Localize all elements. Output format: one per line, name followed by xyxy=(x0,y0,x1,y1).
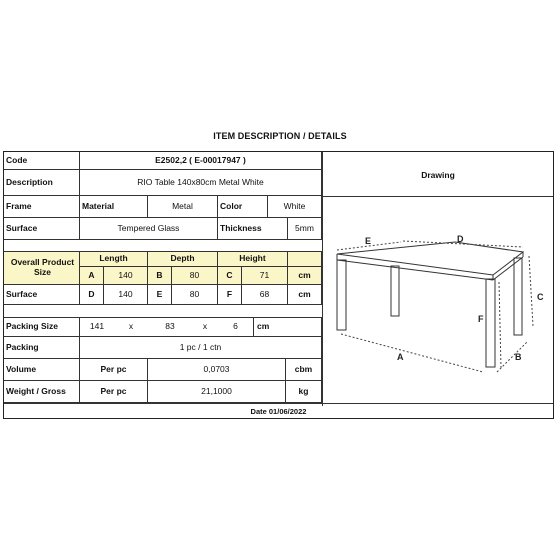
times-1: x xyxy=(128,321,134,332)
value-pack-width: 83 xyxy=(165,321,175,332)
header-length: Length xyxy=(80,252,148,266)
times-2: x xyxy=(202,321,208,332)
row-surface-size xyxy=(4,285,322,305)
row-overall-values xyxy=(80,267,322,285)
unit-surface: cm xyxy=(288,285,322,304)
label-e-drawing: E xyxy=(365,236,372,246)
per-weight: Per pc xyxy=(80,381,148,402)
label-b-drawing: B xyxy=(515,352,522,362)
unit-packing: cm xyxy=(254,318,322,336)
row-frame xyxy=(4,196,322,218)
row-volume xyxy=(4,359,322,381)
row-weight xyxy=(4,381,322,403)
value-color: White xyxy=(268,196,322,217)
letter-b: B xyxy=(148,267,172,284)
label-packing-size: Packing Size xyxy=(4,318,80,336)
value-pack-height: 6 xyxy=(218,318,254,336)
table-drawing xyxy=(323,200,551,400)
label-a-drawing: A xyxy=(397,352,404,362)
letter-e: E xyxy=(148,285,172,304)
label-color: Color xyxy=(218,196,268,217)
value-a: 140 xyxy=(104,267,148,284)
value-f: 68 xyxy=(242,285,288,304)
row-surface-material xyxy=(4,218,322,240)
value-e: 80 xyxy=(172,285,218,304)
value-description: RIO Table 140x80cm Metal White xyxy=(80,170,322,195)
value-b: 80 xyxy=(172,267,218,284)
letter-c: C xyxy=(218,267,242,284)
row-packing xyxy=(4,337,322,359)
header-height: Height xyxy=(218,252,288,266)
label-frame: Frame xyxy=(4,196,80,217)
spec-sheet xyxy=(3,151,554,419)
unit-overall: cm xyxy=(288,267,322,284)
label-c-drawing: C xyxy=(537,292,544,302)
drawing-panel xyxy=(322,152,553,406)
label-packing: Packing xyxy=(4,337,80,358)
value-volume: 0,0703 xyxy=(148,359,286,380)
label-d-drawing: D xyxy=(457,234,464,244)
row-packing-size xyxy=(4,317,322,337)
unit-volume: cbm xyxy=(286,359,322,380)
label-description: Description xyxy=(4,170,80,195)
letter-a: A xyxy=(80,267,104,284)
value-packing: 1 pc / 1 ctn xyxy=(80,337,322,358)
value-d: 140 xyxy=(104,285,148,304)
document-title: ITEM DESCRIPTION / DETAILS xyxy=(213,131,347,141)
header-unit-blank xyxy=(288,252,322,266)
header-depth: Depth xyxy=(148,252,218,266)
letter-f: F xyxy=(218,285,242,304)
row-description xyxy=(4,170,322,196)
value-c: 71 xyxy=(242,267,288,284)
value-pack-length: 141 xyxy=(89,321,105,332)
value-surface: Tempered Glass xyxy=(80,218,218,239)
label-material: Material xyxy=(80,196,148,217)
unit-weight: kg xyxy=(286,381,322,402)
label-weight: Weight / Gross xyxy=(4,381,80,402)
label-overall-size: Overall Product Size xyxy=(4,251,80,285)
per-volume: Per pc xyxy=(80,359,148,380)
value-weight: 21,1000 xyxy=(148,381,286,402)
value-thickness: 5mm xyxy=(288,218,322,239)
label-f-drawing: F xyxy=(478,314,484,324)
letter-d: D xyxy=(80,285,104,304)
label-thickness: Thickness xyxy=(218,218,288,239)
row-size-headers xyxy=(80,251,322,267)
drawing-title: Drawing xyxy=(421,170,455,180)
label-surface-size: Surface xyxy=(4,285,80,304)
row-code xyxy=(4,152,322,170)
value-code: E2502,2 ( E-00017947 ) xyxy=(80,152,322,169)
value-material: Metal xyxy=(148,196,218,217)
date-row: Date 01/06/2022 xyxy=(4,403,553,418)
label-surface: Surface xyxy=(4,218,80,239)
label-volume: Volume xyxy=(4,359,80,380)
label-code: Code xyxy=(4,152,80,169)
